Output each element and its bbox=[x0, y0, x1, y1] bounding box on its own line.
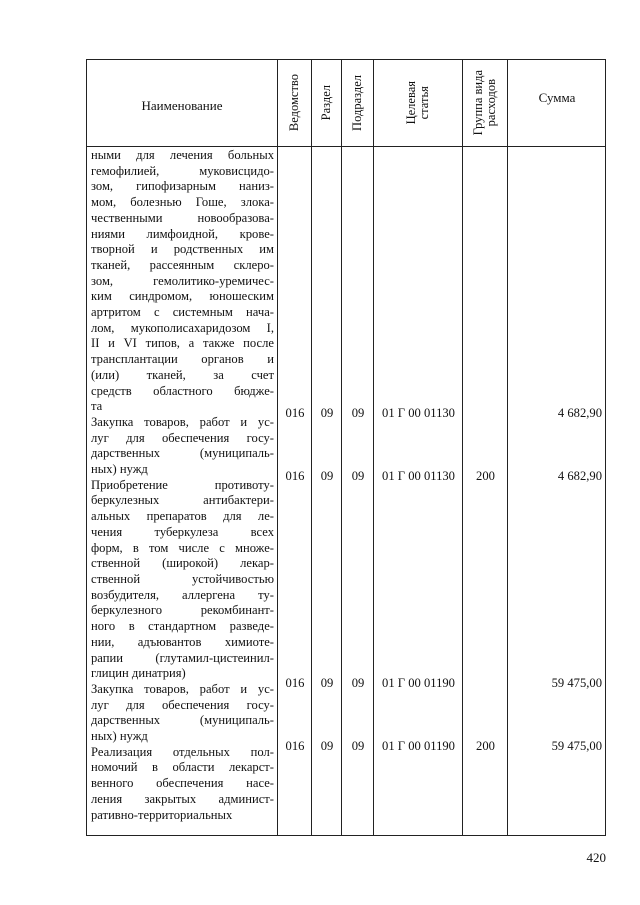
text-line: зом, гипофизарным нaниз- bbox=[91, 179, 274, 194]
text-line: Реализация отдельных пол- bbox=[91, 744, 274, 759]
text-line: II и VI типов, а также после bbox=[91, 336, 274, 351]
column-divider bbox=[311, 60, 312, 835]
column-divider bbox=[462, 60, 463, 835]
text-line: чения туберкулеза всех bbox=[91, 524, 274, 539]
cell-celevaya: 01 Г 00 01130 bbox=[382, 406, 455, 420]
text-line: ниями лимфоидной, крове- bbox=[91, 226, 274, 241]
cell-celevaya: 01 Г 00 01190 bbox=[382, 739, 455, 753]
cell-podrazdel: 09 bbox=[351, 676, 365, 690]
text-line: творной и родственных им bbox=[91, 242, 274, 257]
cell-summa: 4 682,90 bbox=[557, 406, 602, 420]
text-line: гемофилией, муковисцидо- bbox=[91, 163, 274, 178]
text-line: возбудителя, аллергена ту- bbox=[91, 587, 274, 602]
text-line: альных препаратов для ле- bbox=[91, 509, 274, 524]
header-vedomstvo bbox=[278, 60, 311, 146]
text-line: форм, в том числе с множе- bbox=[91, 540, 274, 555]
text-line: нии, адъювантов химиоте- bbox=[91, 634, 274, 649]
text-line: беркулезных антибактери- bbox=[91, 493, 274, 508]
cell-podrazdel: 09 bbox=[351, 406, 365, 420]
header-celevaya-label: Целевая статья bbox=[404, 81, 431, 125]
text-line: ственной устойчивостью bbox=[91, 571, 274, 586]
header-vedomstvo-label: Ведомство bbox=[287, 74, 301, 132]
cell-razdel: 09 bbox=[320, 739, 334, 753]
column-divider bbox=[507, 60, 508, 835]
cell-gruppa: 200 bbox=[476, 739, 495, 753]
header-divider bbox=[87, 146, 605, 147]
cell-gruppa: 200 bbox=[476, 469, 495, 483]
cell-summa: 59 475,00 bbox=[551, 739, 602, 753]
text-line: та bbox=[91, 399, 103, 414]
text-line: ративно-территориальных bbox=[91, 807, 233, 822]
cell-summa: 59 475,00 bbox=[551, 676, 602, 690]
header-gruppa bbox=[463, 60, 507, 146]
header-podrazdel-label: Подраздел bbox=[350, 75, 364, 131]
text-line: Закупка товаров, работ и ус- bbox=[91, 414, 274, 429]
cell-podrazdel: 09 bbox=[351, 739, 365, 753]
header-name-label: Наименование bbox=[141, 98, 223, 113]
text-line: Закупка товаров, работ и ус- bbox=[91, 681, 274, 696]
header-summa-label: Сумма bbox=[538, 90, 576, 105]
text-line: трансплантации органов и bbox=[91, 352, 274, 367]
text-line: дарственных (муниципаль- bbox=[91, 446, 274, 461]
cell-celevaya: 01 Г 00 01130 bbox=[382, 469, 455, 483]
name-column-text bbox=[91, 148, 274, 823]
text-line: луг для обеспечения госу- bbox=[91, 430, 274, 445]
column-divider bbox=[373, 60, 374, 835]
text-line: ственной (широкой) лекар- bbox=[91, 556, 274, 571]
cell-razdel: 09 bbox=[320, 469, 334, 483]
text-line: рапии (глутамил-цистеинил- bbox=[91, 650, 274, 665]
header-name bbox=[87, 60, 277, 146]
cell-razdel: 09 bbox=[320, 676, 334, 690]
page-number: 420 bbox=[586, 850, 606, 865]
header-razdel bbox=[312, 60, 341, 146]
text-line: тканей, рассеянным склеро- bbox=[91, 257, 274, 272]
text-line: ными для лечения больных bbox=[91, 148, 274, 162]
text-line: беркулезного рекомбинант- bbox=[91, 603, 274, 618]
text-line: мом, болезнью Гоше, злока- bbox=[91, 195, 274, 210]
text-line: ных) нужд bbox=[91, 729, 148, 744]
cell-razdel: 09 bbox=[320, 406, 334, 420]
text-line: ных) нужд bbox=[91, 462, 148, 477]
text-line: дарственных (муниципаль- bbox=[91, 713, 274, 728]
cell-vedomstvo: 016 bbox=[285, 469, 305, 483]
text-line: чественными новообразова- bbox=[91, 210, 274, 225]
text-line: средств областного бюдже- bbox=[91, 383, 274, 398]
header-razdel-label: Раздел bbox=[319, 85, 333, 121]
cell-celevaya: 01 Г 00 01190 bbox=[382, 676, 455, 690]
column-divider bbox=[277, 60, 278, 835]
cell-vedomstvo: 016 bbox=[285, 406, 305, 420]
budget-table bbox=[86, 59, 606, 836]
text-line: (или) тканей, за счет bbox=[91, 367, 274, 382]
text-line: ким синдромом, юношеским bbox=[91, 289, 274, 304]
text-line: номочий в области лекарст- bbox=[91, 760, 274, 775]
text-line: Приобретение противоту- bbox=[91, 477, 274, 492]
header-celevaya bbox=[374, 60, 462, 146]
header-podrazdel bbox=[342, 60, 373, 146]
column-divider bbox=[341, 60, 342, 835]
text-line: ления закрытых админист- bbox=[91, 791, 274, 806]
header-summa bbox=[508, 60, 606, 146]
cell-vedomstvo: 016 bbox=[285, 739, 305, 753]
header-gruppa-label: Группа вида расходов bbox=[471, 70, 498, 136]
cell-vedomstvo: 016 bbox=[285, 676, 305, 690]
text-line: глицин динатрия) bbox=[91, 666, 186, 681]
text-line: ного в стандартном разведе- bbox=[91, 619, 274, 634]
text-line: лом, мукополисахаридозом I, bbox=[91, 320, 274, 335]
text-line: венного обеспечения насе- bbox=[91, 776, 274, 791]
text-line: зом, гемолитико-уремичес- bbox=[91, 273, 274, 288]
cell-podrazdel: 09 bbox=[351, 469, 365, 483]
cell-summa: 4 682,90 bbox=[557, 469, 602, 483]
text-line: артритом с системным нача- bbox=[91, 305, 274, 320]
text-line: луг для обеспечения госу- bbox=[91, 697, 274, 712]
